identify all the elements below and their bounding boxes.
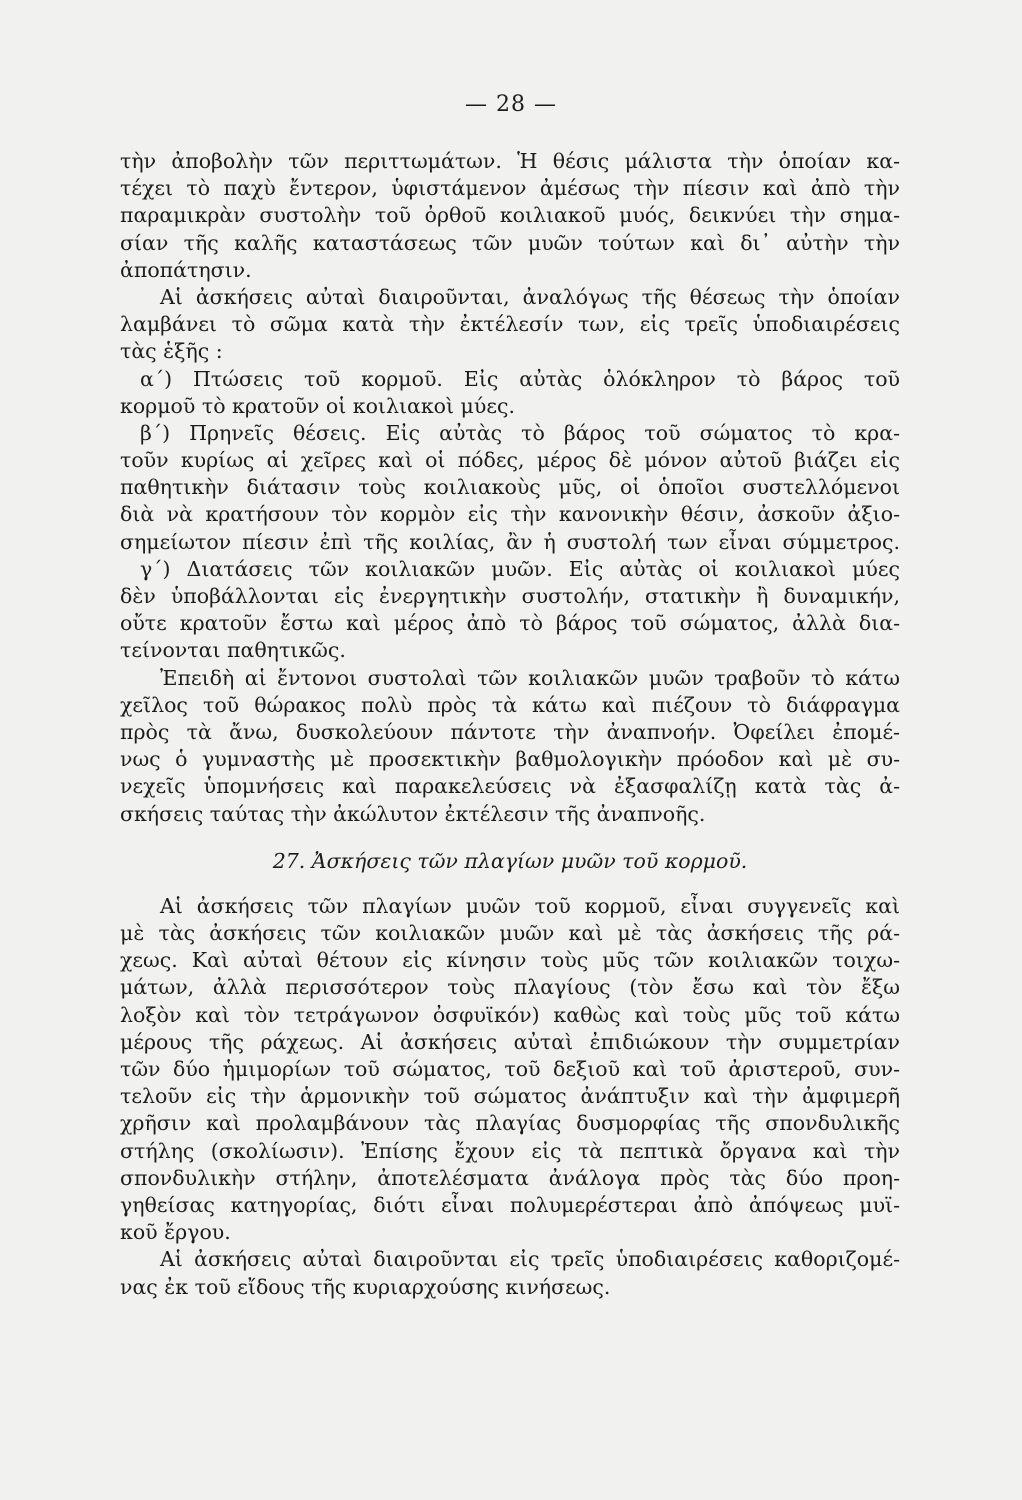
text-line: χεῖλος τοῦ θώρακος πολὺ πρὸς τὰ κάτω καὶ πιέζουν τὸ διάφραγμα [120,692,900,717]
text-line: ἀποπάτησιν. [120,257,252,282]
text-line: σίαν τῆς καλῆς καταστάσεως τῶν μυῶν τούτων καὶ δι᾽ αὐτὴν τὴν [120,230,900,255]
text-line: τῶν δύο ἡμιμορίων τοῦ σώματος, τοῦ δεξιοῦ καὶ τοῦ ἀριστεροῦ, συν- [120,1057,900,1081]
text-line: νως ὁ γυμναστὴς μὲ προσεκτικὴν βαθμολογικὴν πρόοδον καὶ μὲ συ- [120,747,900,772]
text-line: γ΄) Διατάσεις τῶν κοιλιακῶν μυῶν. Εἰς αὐτὰς οἱ κοιλιακοὶ μύες [140,556,900,581]
text-line: β΄) Πρηνεῖς θέσεις. Εἰς αὐτὰς τὸ βάρος τοῦ σώματος τὸ κρα- [140,420,900,445]
text-line: διὰ νὰ κρατήσουν τὸν κορμὸν εἰς τὴν κανονικὴν θέσιν, ἀσκοῦν ἀξιο- [120,502,900,527]
paragraphs-after-heading [120,893,900,1301]
body-text [120,148,900,1301]
section-heading: 27. Ἀσκήσεις τῶν πλαγίων μυῶν τοῦ κορμοῦ. [272,848,748,873]
text-line: δὲν ὑποβάλλονται εἰς ἐνεργητικὴν συστολήν, στατικὴν ἢ δυναμικήν, [120,584,900,608]
text-line: τὴν ἀποβολὴν τῶν περιττωμάτων. Ἡ θέσις μάλιστα τὴν ὁποίαν κα- [120,149,900,173]
text-line: γηθείσας κατηγορίας, διότι εἶναι πολυμερέστεραι ἀπὸ ἀπόψεως μυϊ- [120,1192,900,1217]
text-line: Αἱ ἀσκήσεις αὐταὶ διαιροῦνται, ἀναλόγως τῆς θέσεως τὴν ὁποίαν [160,284,900,309]
text-line: οὔτε κρατοῦν ἔστω καὶ μέρος ἀπὸ τὸ βάρος τοῦ σώματος, ἀλλὰ δια- [120,611,900,636]
text-line: πρὸς τὰ ἄνω, δυσκολεύουν πάντοτε τὴν ἀναπνοήν. Ὀφείλει ἐπομέ- [120,719,900,744]
text-line: Αἱ ἀσκήσεις τῶν πλαγίων μυῶν τοῦ κορμοῦ, εἶναι συγγενεῖς καὶ [160,893,900,918]
text-line: μέρους τῆς ράχεως. Αἱ ἀσκήσεις αὐταὶ ἐπιδιώκουν τὴν συμμετρίαν [120,1029,900,1054]
text-line: παθητικὴν διάτασιν τοὺς κοιλιακοὺς μῦς, οἱ ὁποῖοι συστελλόμενοι [120,475,900,500]
text-line: τοῦν κυρίως αἱ χεῖρες καὶ οἱ πόδες, μέρος δὲ μόνον αὐτοῦ βιάζει εἰς [120,448,900,473]
text-line: κορμοῦ τὸ κρατοῦν οἱ κοιλιακοὶ μύες. [120,393,515,418]
text-line: νας ἐκ τοῦ εἴδους τῆς κυριαρχούσης κινήσεως. [120,1274,611,1299]
text-line: παραμικρὰν συστολὴν τοῦ ὀρθοῦ κοιλιακοῦ μυός, δεικνύει τὴν σημα- [120,203,900,228]
text-line: τέχει τὸ παχὺ ἔντερον, ὑφιστάμενον ἀμέσως τὴν πίεσιν καὶ ἀπὸ τὴν [120,176,900,201]
text-line: λαμβάνει τὸ σῶμα κατὰ τὴν ἐκτέλεσίν των, εἰς τρεῖς ὑποδιαιρέσεις [120,312,900,337]
text-line: Αἱ ἀσκήσεις αὐταὶ διαιροῦνται εἰς τρεῖς ὑποδιαιρέσεις καθοριζομέ- [160,1247,900,1272]
text-line: α΄) Πτώσεις τοῦ κορμοῦ. Εἰς αὐτὰς ὁλόκληρον τὸ βάρος τοῦ [140,366,900,391]
text-line: κοῦ ἔργου. [120,1220,231,1245]
text-line: σπονδυλικὴν στήλην, ἀποτελέσματα ἀνάλογα πρὸς τὰς δύο προη- [120,1165,900,1190]
text-line: σημείωτον πίεσιν ἐπὶ τῆς κοιλίας, ἂν ἡ συστολή των εἶναι σύμμετρος. [120,529,900,554]
text-line: τελοῦν εἰς τὴν ἁρμονικὴν τοῦ σώματος ἀνάπτυξιν καὶ τὴν ἀμφιμερῆ [120,1084,900,1109]
text-line: χρῆσιν καὶ προλαμβάνουν τὰς πλαγίας δυσμορφίας τῆς σπονδυλικῆς [120,1111,900,1136]
text-line: χεως. Καὶ αὐταὶ θέτουν εἰς κίνησιν τοὺς μῦς τῶν κοιλιακῶν τοιχω- [120,948,900,973]
text-line: Ἐπειδὴ αἱ ἔντονοι συστολαὶ τῶν κοιλιακῶν μυῶν τραβοῦν τὸ κάτω [160,665,900,690]
page-number: — 28 — [465,92,557,117]
text-line: λοξὸν καὶ τὸν τετράγωνον ὀσφυϊκόν) καθὼς καὶ τοὺς μῦς τοῦ κάτω [120,1002,900,1027]
text-line: νεχεῖς ὑπομνήσεις καὶ παρακελεύσεις νὰ ἐξασφαλίζῃ κατὰ τὰς ἀ- [120,774,900,799]
paragraphs-before-heading [120,148,900,828]
text-line: τὰς ἑξῆς : [120,339,223,364]
text-line: τείνονται παθητικῶς. [120,638,346,663]
text-line: σκήσεις ταύτας τὴν ἀκώλυτον ἐκτέλεσιν τῆς ἀναπνοῆς. [120,801,706,826]
text-line: μὲ τὰς ἀσκήσεις τῶν κοιλιακῶν μυῶν καὶ μὲ τὰς ἀσκήσεις τῆς ρά- [120,921,900,946]
text-line: στήλης (σκολίωσιν). Ἐπίσης ἔχουν εἰς τὰ πεπτικὰ ὄργανα καὶ τὴν [120,1138,900,1163]
text-line: μάτων, ἀλλὰ περισσότερον τοὺς πλαγίους (τὸν ἔσω καὶ τὸν ἔξω [120,975,900,1000]
